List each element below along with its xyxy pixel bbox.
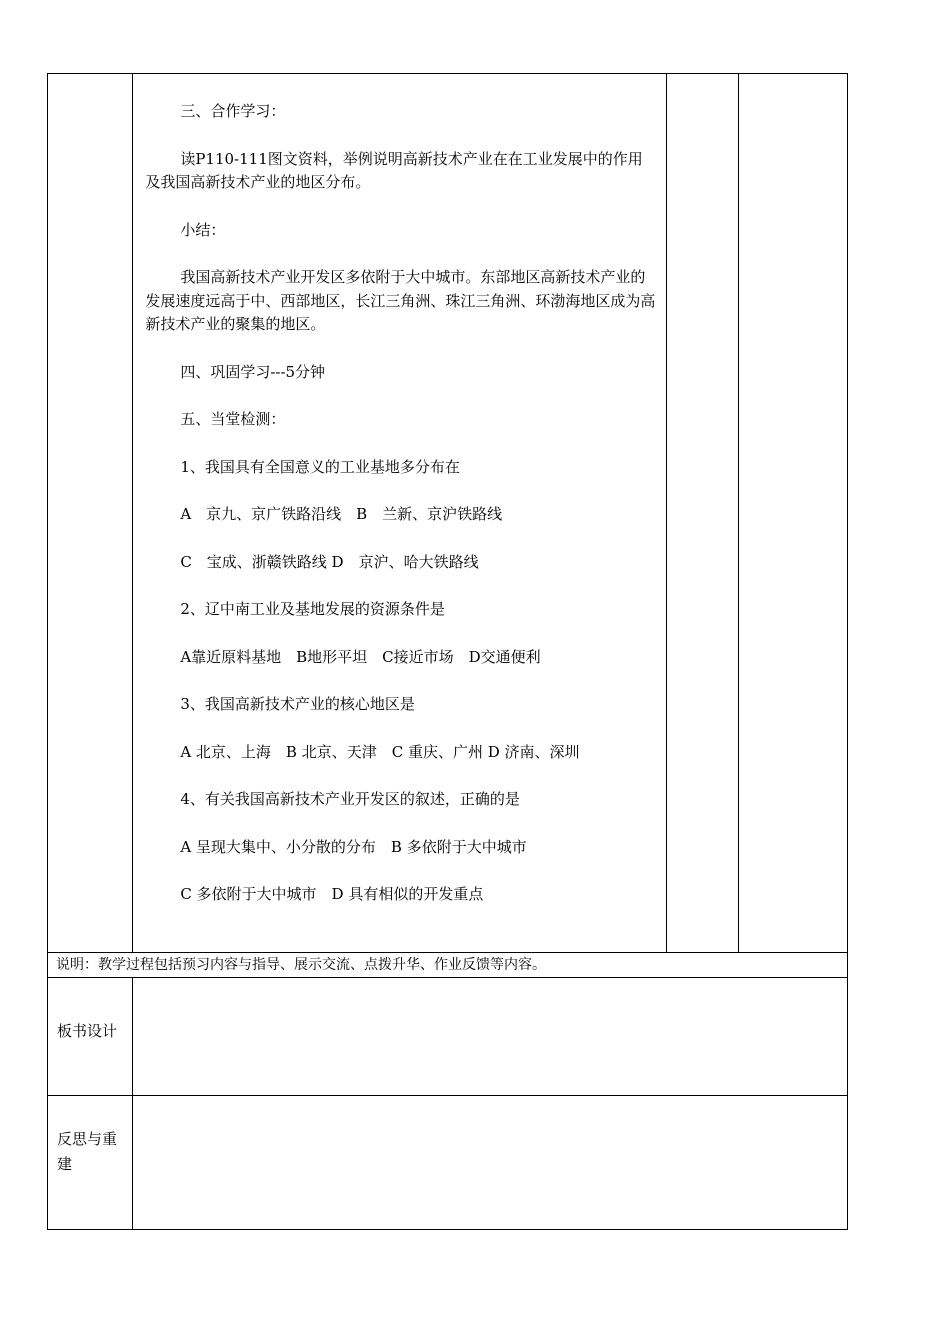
question-4: 4、有关我国高新技术产业开发区的叙述，正确的是 [180,790,520,808]
left-empty-cell [48,74,133,953]
reading-task: 读P110-111图文资料，举例说明高新技术产业在在工业发展中的作用及我国高新技术产业的地区分布。 [145,149,643,191]
question-3-options: A 北京、上海 B 北京、天津 C 重庆、广州 D 济南、深圳 [180,742,580,761]
question-4-options-ab: A 呈现大集中、小分散的分布 B 多依附于大中城市 [180,837,527,856]
question-2-options: A靠近原料基地 B地形平坦 C接近市场 D交通便利 [180,647,541,666]
question-4-options-cd: C 多依附于大中城市 D 具有相似的开发重点 [180,885,484,903]
reflection-label-cell [48,1096,133,1230]
section-test-heading: 五、当堂检测： [180,410,286,428]
question-1-options-cd: C 宝成、浙赣铁路线 D 京沪、哈大铁路线 [180,552,479,571]
question-1-options-ab: A 京九、京广铁路沿线 B 兰新、京沪铁路线 [180,505,503,523]
section-cooperative-heading: 三、合作学习： [180,102,286,120]
question-2: 2、辽中南工业及基地发展的资源条件是 [180,600,445,618]
fourth-column-cell [738,74,847,953]
question-1: 1、我国具有全国意义的工业基地多分布在 [180,457,460,476]
board-design-label: 板书设计 [57,1022,118,1040]
board-design-row [48,978,848,1096]
reflection-area [133,1096,848,1230]
teaching-content [133,74,666,907]
reflection-label: 反思与重建 [57,1129,118,1173]
question-3: 3、我国高新技术产业的核心地区是 [180,695,415,713]
teaching-process-row [48,74,848,953]
reflection-row [48,1096,848,1230]
summary-text: 我国高新技术产业开发区多依附于大中城市。东部地区高新技术产业的发展速度远高于中、西部地区，长江三角洲、珠江三角洲、环渤海地区成为高新技术产业的聚集的地区。 [145,268,656,333]
board-design-label-cell [48,978,133,1096]
board-design-area [133,978,848,1096]
process-note: 说明：教学过程包括预习内容与指导、展示交流、点拨升华、作业反馈等内容。 [48,953,848,978]
teaching-content-cell [133,74,667,953]
note-row [48,953,848,978]
third-column-cell [667,74,738,953]
lesson-plan-table [47,73,848,1230]
section-consolidation-heading: 四、巩固学习---5分钟 [180,362,326,381]
summary-heading: 小结： [180,220,226,239]
